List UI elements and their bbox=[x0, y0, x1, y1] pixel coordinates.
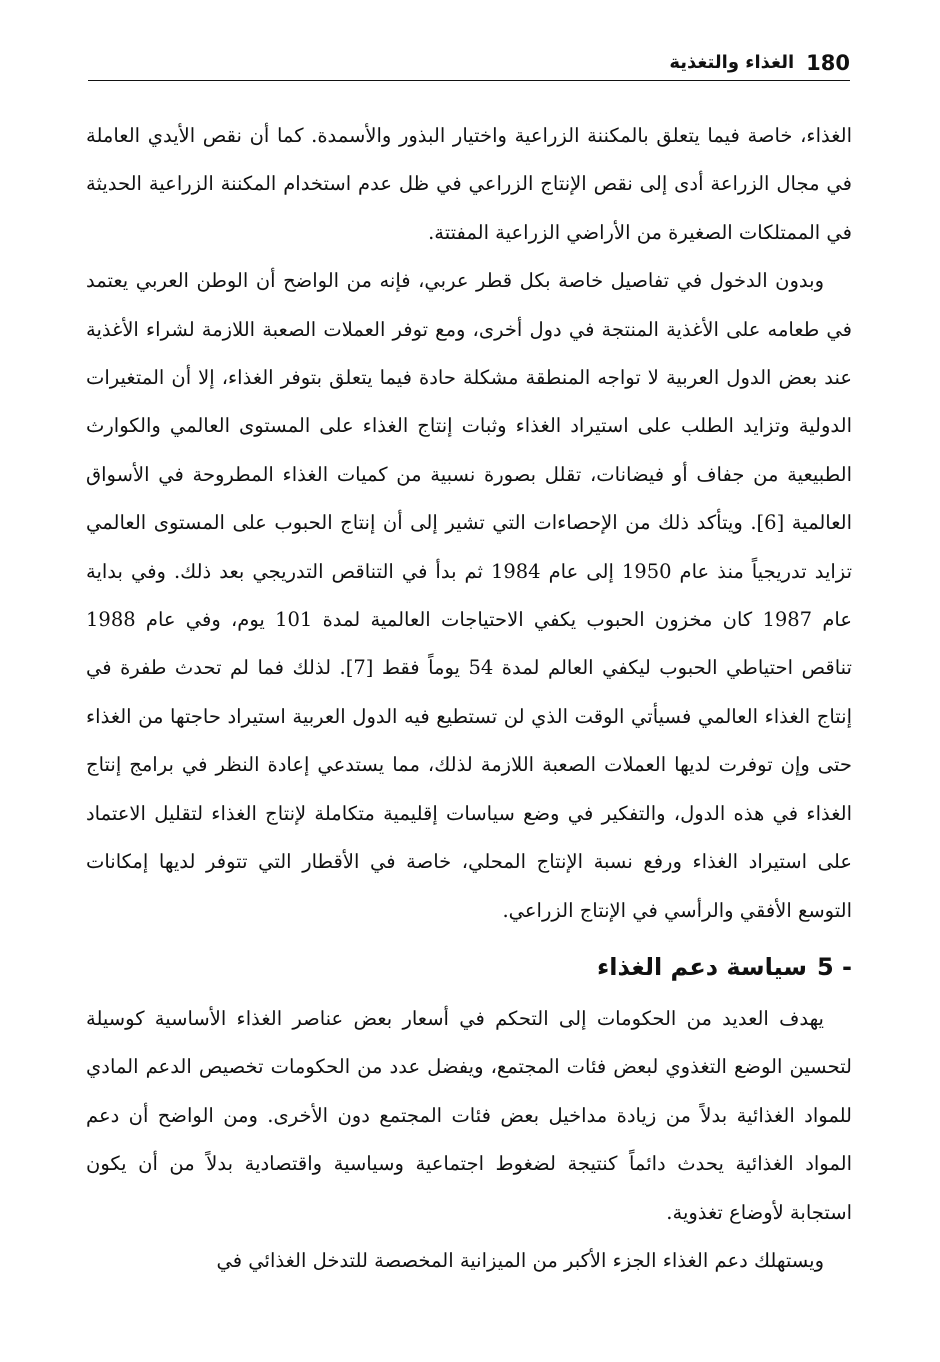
page-number: 180 bbox=[806, 51, 850, 75]
running-header bbox=[88, 44, 850, 78]
paragraph: ويستهلك دعم الغذاء الجزء الأكبر من الميزانية المخصصة للتدخل الغذائي في bbox=[216, 1248, 824, 1272]
section-heading bbox=[86, 945, 852, 989]
body-text bbox=[86, 112, 852, 1285]
running-header-title: الغذاء والتغذية bbox=[669, 52, 795, 73]
paragraph: يهدف العديد من الحكومات إلى التحكم في أسعار بعض عناصر الغذاء الأساسية كوسيلة لتحسين الوضع التغذوي لبعض فئات المجتمع، ويفضل عدد من الحكومات تخصيص الدعم المادي للمواد الغذائية بدلاً من زيادة مداخيل بعض فئات المجتمع دون الأخرى. ومن الواضح أن دعم المواد الغذائية يحدث دائماً كنتيجة لضغوط اجتماعية وسياسية واقتصادية بدلاً من أن يكون استجابة لأوضاع تغذوية. bbox=[86, 1006, 852, 1224]
header-rule bbox=[88, 80, 850, 81]
section-title: سياسة دعم الغذاء bbox=[597, 952, 807, 981]
paragraph: الغذاء، خاصة فيما يتعلق بالمكننة الزراعية واختيار البذور والأسمدة. كما أن نقص الأيدي العاملة في مجال الزراعة أدى إلى نقص الإنتاج الزراعي في ظل عدم استخدام المكننة الزراعية الحديثة في الممتلكات الصغيرة من الأراضي الزراعية المفتتة. bbox=[86, 124, 852, 244]
paragraph: وبدون الدخول في تفاصيل خاصة بكل قطر عربي، فإنه من الواضح أن الوطن العربي يعتمد في طعامه على الأغذية المنتجة في دول أخرى، ومع توفر العملات الصعبة اللازمة لشراء الأغذية عند بعض الدول العربية لا تواجه المنطقة مشكلة حادة فيما يتعلق بتوفر الغذاء، إلا أن المتغيرات الدولية وتزايد الطلب على استيراد الغذاء وثبات إنتاج الغذاء على المستوى العالمي والكوارث الطبيعية من جفاف أو فيضانات، تقلل بصورة نسبية من كميات الغذاء المطروحة في الأسواق العالمية [6]. ويتأكد ذلك من الإحصاءات التي تشير إلى أن إنتاج الحبوب على المستوى العالمي تزايد تدريجياً منذ عام 1950 إلى عام 1984 ثم بدأ في التناقص التدريجي بعد ذلك. وفي بداية عام 1987 كان مخزون الحبوب يكفي الاحتياجات العالمية لمدة 101 يوم، وفي عام 1988 تناقص احتياطي الحبوب ليكفي العالم لمدة 54 يوماً فقط [7]. لذلك فما لم تحدث طفرة في إنتاج الغذاء العالمي فسيأتي الوقت الذي لن تستطيع فيه الدول العربية استيراد حاجتها من الغذاء حتى وإن توفرت لديها العملات الصعبة اللازمة لذلك، مما يستدعي إعادة النظر في برامج إنتاج الغذاء في هذه الدول، والتفكير في وضع سياسات إقليمية متكاملة لإنتاج الغذاء لتقليل الاعتماد على استيراد الغذاء ورفع نسبة الإنتاج المحلي، خاصة في الأقطار التي تتوفر لديها إمكانات التوسع الأفقي والرأسي في الإنتاج الزراعي. bbox=[86, 269, 852, 922]
section-number: 5 - bbox=[816, 952, 852, 981]
